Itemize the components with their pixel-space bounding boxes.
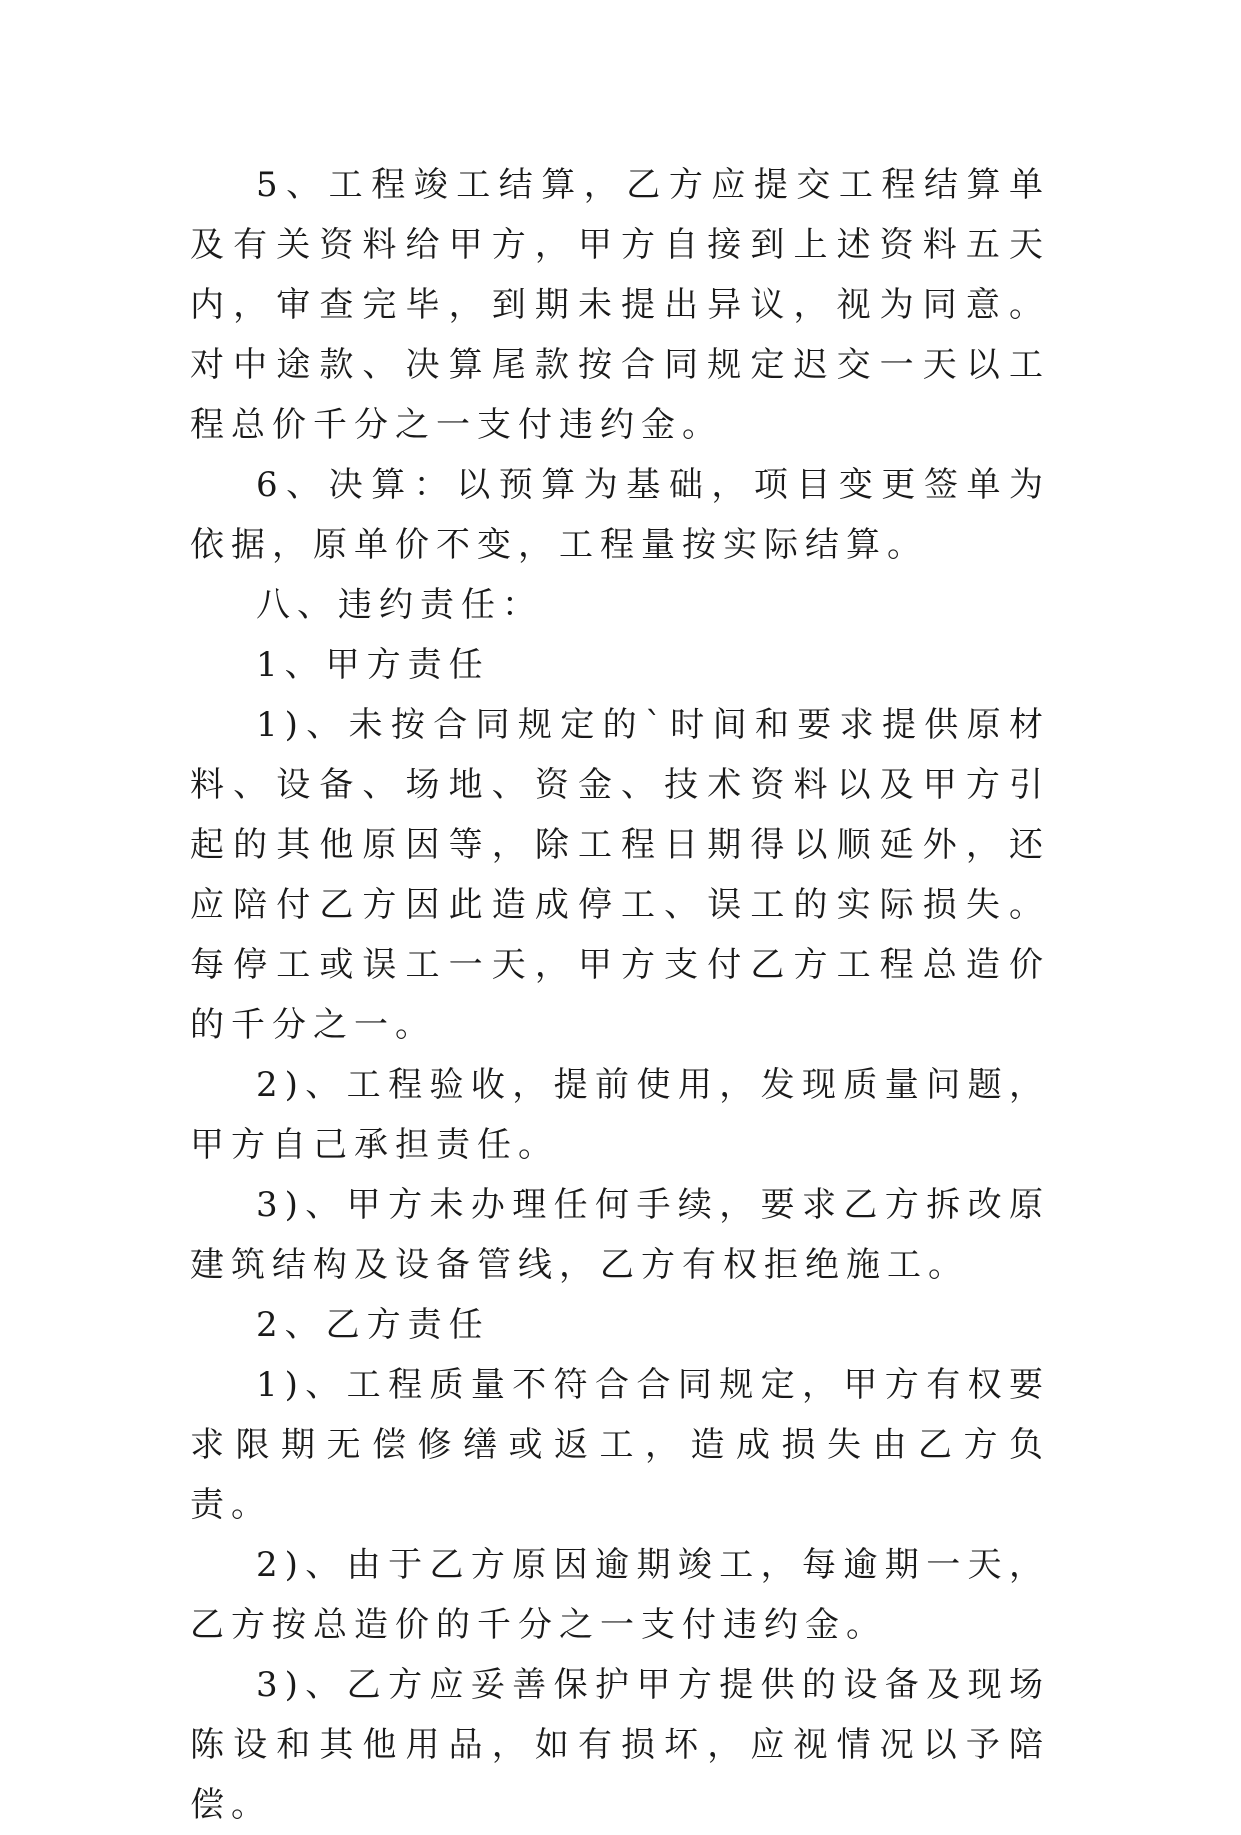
paragraph-party-a-item-1: 1)、未按合同规定的`时间和要求提供原材料、设备、场地、资金、技术资料以及甲方引起的其他原因等，除工程日期得以顺延外，还应陪付乙方因此造成停工、误工的实际损失。每停工或误工一天，甲方支付乙方工程总造价的千分之一。 [190,705,1050,1045]
subheading-party-b-liability: 2、乙方责任 [256,1305,490,1345]
paragraph-final-accounts: 6、决算：以预算为基础，项目变更签单为依据，原单价不变，工程量按实际结算。 [190,465,1050,565]
paragraph-party-a-item-3: 3)、甲方未办理任何手续，要求乙方拆改原建筑结构及设备管线，乙方有权拒绝施工。 [190,1185,1050,1285]
subheading-party-a-liability: 1、甲方责任 [256,645,490,685]
paragraph-party-a-item-2: 2)、工程验收，提前使用，发现质量问题，甲方自己承担责任。 [190,1065,1050,1165]
paragraph-party-b-item-1: 1)、工程质量不符合合同规定，甲方有权要求限期无偿修缮或返工，造成损失由乙方负责。 [190,1365,1050,1525]
document-body [190,155,1050,1835]
paragraph-party-b-item-3: 3)、乙方应妥善保护甲方提供的设备及现场陈设和其他用品，如有损坏，应视情况以予陪偿。 [190,1665,1050,1825]
paragraph-settlement: 5、工程竣工结算，乙方应提交工程结算单及有关资料给甲方，甲方自接到上述资料五天内，审查完毕，到期未提出异议，视为同意。对中途款、决算尾款按合同规定迟交一天以工程总价千分之一支付违约金。 [190,165,1050,445]
section-heading-breach-liability: 八、违约责任： [256,585,543,625]
paragraph-party-b-item-2: 2)、由于乙方原因逾期竣工，每逾期一天，乙方按总造价的千分之一支付违约金。 [190,1545,1050,1645]
